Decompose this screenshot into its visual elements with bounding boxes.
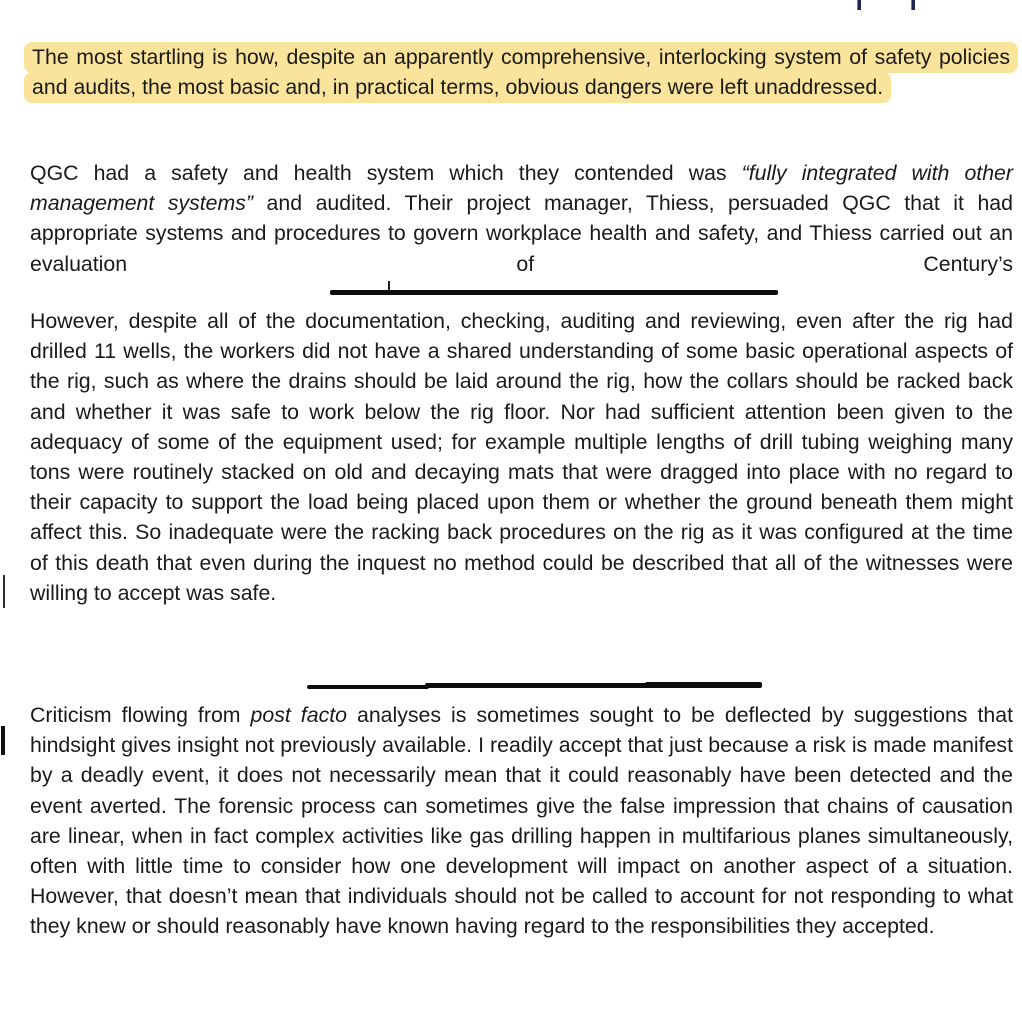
- italic-post-facto: post facto: [250, 703, 347, 727]
- paragraph-qgc-safety-system: [30, 158, 1013, 279]
- yellow-highlight: [24, 42, 1018, 103]
- margin-change-bar-2: [1, 726, 5, 755]
- paragraph-however-documentation: [30, 306, 1013, 608]
- italic-quote: “fully integrated with other management systems”: [30, 161, 1013, 216]
- paragraph-text: and audited. Their project manager, Thiess, persuaded QGC that it had appropriate systems and procedures to govern workplace health and safety, and Thiess carried out an evaluation of Century’s: [30, 191, 1013, 276]
- redaction-bar-2: [307, 681, 762, 691]
- cropped-text-artifact-2: [911, 0, 915, 10]
- redaction-bar-1: [330, 290, 778, 295]
- paragraph-text: QGC had a safety and health system which they contended was: [30, 161, 742, 185]
- redaction-bar-2-segment: [307, 685, 429, 689]
- paragraph-text: Criticism flowing from: [30, 703, 251, 727]
- paragraph-text: However, despite all of the documentation, checking, auditing and reviewing, even after the rig had drilled 11 wells, the workers did not have a shared understanding of some basic operational aspects of the rig, such as where the drains should be laid around the rig, how the collars should be racked back and whether it was safe to work below the rig floor. Nor had sufficient attention been given to the adequacy of some of the equipment used; for example multiple lengths of drill tubing weighing many tons were routinely stacked on old and decaying mats that were dragged into place with no regard to their capacity to support the load being placed upon them or whether the ground beneath them might affect this. So inadequate were the racking back procedures on the rig as it was configured at the time of this death that even during the inquest no method could be described that all of the witnesses were willing to accept was safe.: [30, 309, 1013, 605]
- highlighted-paragraph: [24, 42, 1018, 102]
- cropped-text-artifact-1: [857, 0, 861, 10]
- paragraph-criticism-hindsight: [30, 700, 1013, 942]
- highlighted-paragraph-text: The most startling is how, despite an apparently comprehensive, interlocking system of safety policies and audits, the most basic and, in practical terms, obvious dangers were left unaddressed.: [32, 45, 1010, 100]
- paragraph-text: analyses is sometimes sought to be deflected by suggestions that hindsight gives insight not previously available. I readily accept that just because a risk is made manifest by a deadly event, it does not necessarily mean that it could reasonably have been detected and the event averted. The forensic process can sometimes give the false impression that chains of causation are linear, when in fact complex activities like gas drilling happen in multifarious planes simultaneously, often with little time to consider how one development will impact on another aspect of a situation. However, that doesn’t mean that individuals should not be called to account for not responding to what they knew or should reasonably have known having regard to the responsibilities they accepted.: [30, 703, 1013, 939]
- margin-change-bar-1: [3, 575, 5, 608]
- redaction-bar-2-segment: [425, 683, 655, 688]
- stray-mark: [388, 281, 390, 290]
- redaction-bar-2-segment: [645, 682, 762, 688]
